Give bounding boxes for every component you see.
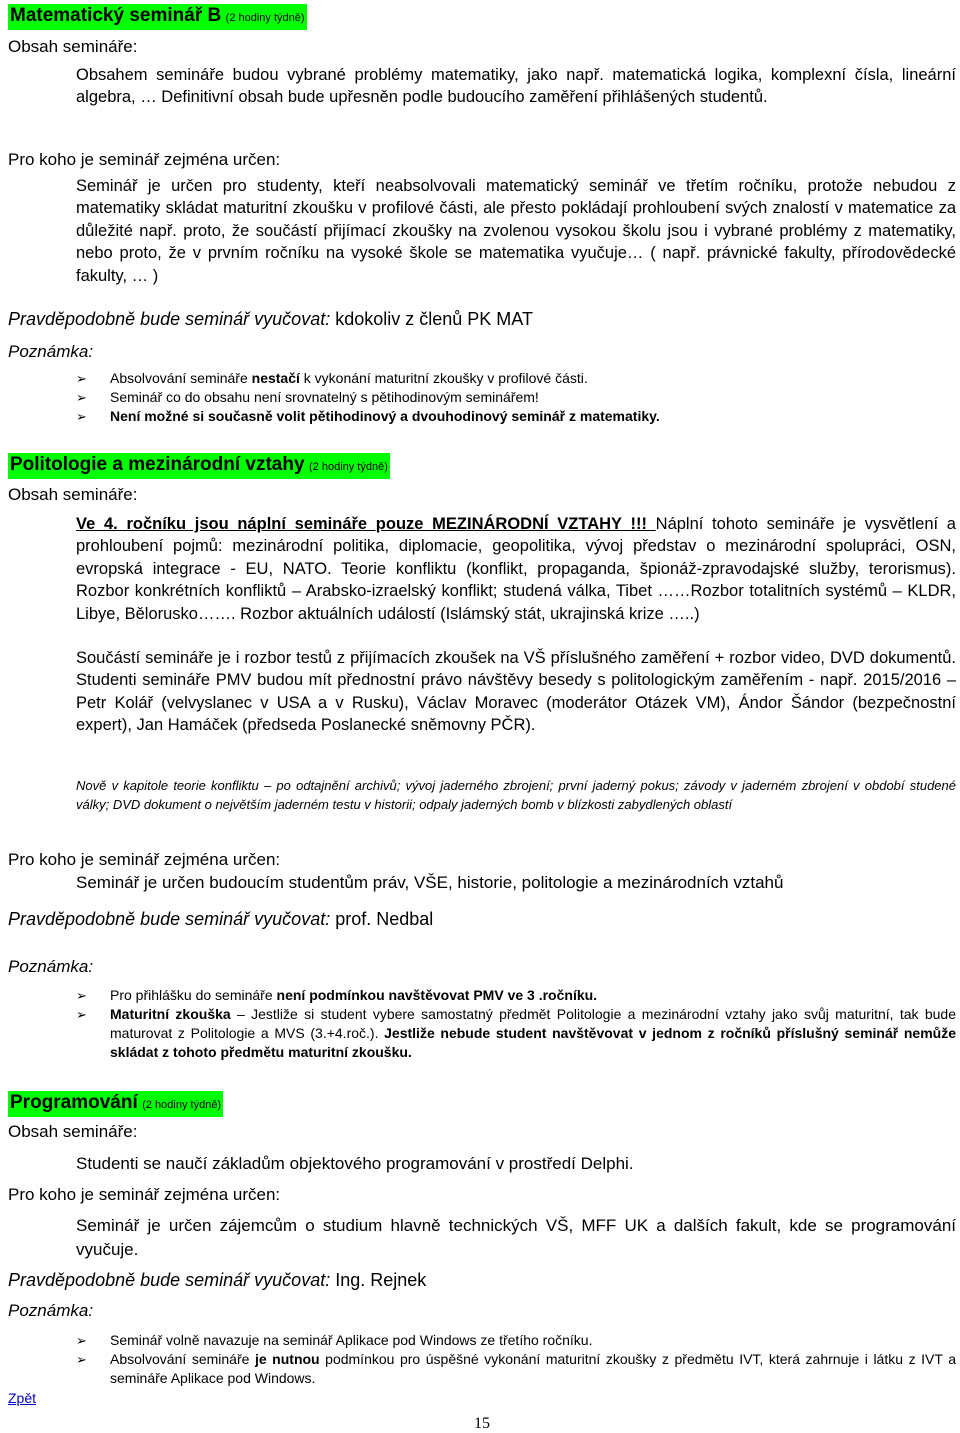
- for-whom-label: Pro koho je seminář zejména určen:: [8, 1185, 281, 1204]
- for-whom-text: Seminář je určen pro studenty, kteří neabsolvovali matematický seminář ve třetím ročníku, protože nebudou z matematiky skládat maturitní zkoušku v profilové části, ale přesto pokládají prohloubení svých znalostí v matematice za důležité např. proto, že součástí přijímací zkoušky na zvolenou vysokou školu jsou i vybrané problémy z matematiky, nebo proto, že v prvním ročníku na vysoké škole se matematika vyučuje… ( např. právnické fakulty, přírodovědecké fakulty, … ): [76, 177, 956, 285]
- teacher-label: Pravděpodobně bude seminář vyučovat:: [8, 1270, 331, 1290]
- for-whom-label: Pro koho je seminář zejména určen:: [8, 150, 281, 169]
- teacher-name: Ing. Rejnek: [335, 1270, 427, 1290]
- content-label: Obsah semináře:: [8, 485, 138, 504]
- section-heading-politology: [8, 453, 390, 479]
- arrow-bullet-icon: ➢: [76, 390, 87, 405]
- arrow-bullet-icon: ➢: [76, 409, 87, 424]
- section-title: Matematický seminář B: [10, 5, 222, 26]
- for-whom-text: Seminář je určen zájemcům o studium hlavně technických VŠ, MFF UK a dalších fakult, kde se programování vyučuje.: [76, 1216, 956, 1259]
- list-item: ➢ Absolvování semináře nestačí k vykonání maturitní zkoušky v profilové části.: [76, 370, 588, 386]
- arrow-bullet-icon: ➢: [76, 1352, 87, 1367]
- teacher-line: [8, 1270, 426, 1291]
- content-label: Obsah semináře:: [8, 1122, 138, 1141]
- teacher-line: [8, 309, 533, 330]
- arrow-bullet-icon: ➢: [76, 371, 87, 386]
- note-list: [76, 369, 956, 426]
- section-hours: (2 hodiny týdně): [142, 1099, 222, 1111]
- teacher-line: [8, 909, 433, 930]
- list-item: ➢ Absolvování semináře je nutnou podmínkou pro úspěšné vykonání maturitní zkoušky z předmětu IVT, která zahrnuje i látku z IVT a semináře Aplikace pod Windows.: [76, 1351, 956, 1386]
- note-label: Poznámka:: [8, 1301, 94, 1320]
- content-text: Obsahem semináře budou vybrané problémy matematiky, jako např. matematická logika, komplexní čísla, lineární algebra, … Definitivní obsah bude upřesněn podle budoucího zaměření přihlášených studentů.: [76, 66, 956, 107]
- for-whom-text: Seminář je určen budoucím studentům práv, VŠE, historie, politologie a mezinárodních vztahů: [76, 873, 784, 892]
- list-item: ➢ Maturitní zkouška – Jestliže si student vybere samostatný předmět Politologie a mezinárodní vztahy jako svůj maturitní, tak bude maturovat z Politologie a MVS (3.+4.roč.). Jestliže nebude student navštěvovat v jednom z ročníků příslušný seminář nemůže skládat z tohoto předmětu maturitní zkoušku.: [76, 1006, 956, 1060]
- section-hours: (2 hodiny týdně): [309, 461, 388, 473]
- arrow-bullet-icon: ➢: [76, 1333, 87, 1348]
- content-text-2: Součástí semináře je i rozbor testů z přijímacích zkoušek na VŠ příslušného zaměření + rozbor video, DVD dokumentů. Studenti semináře PMV budou mít přednostní právo návštěvy besedy s politologickým zaměřením - např. 2015/2016 – Petr Kolář (velvyslanec v USA a v Rusku), Václav Moravec (moderátor Otázek VM), Ándor Šándor (bezpečnostní expert), Jan Hamáček (předseda Poslanecké sněmovny PČR).: [76, 649, 956, 735]
- back-link[interactable]: Zpět: [8, 1390, 37, 1406]
- teacher-name: prof. Nedbal: [335, 909, 434, 929]
- for-whom-label: Pro koho je seminář zejména určen:: [8, 850, 281, 869]
- list-item: ➢ Není možné si současně volit pětihodinový a dvouhodinový seminář z matematiky.: [76, 408, 660, 424]
- teacher-name: kdokoliv z členů PK MAT: [335, 309, 533, 329]
- note-label: Poznámka:: [8, 342, 94, 361]
- section-hours: (2 hodiny týdně): [225, 12, 305, 24]
- teacher-label: Pravděpodobně bude seminář vyučovat:: [8, 909, 331, 929]
- content-label: Obsah semináře:: [8, 37, 138, 56]
- list-item: ➢ Seminář volně navazuje na seminář Aplikace pod Windows ze třetího ročníku.: [76, 1332, 593, 1348]
- section-title: Programování: [10, 1092, 138, 1113]
- arrow-bullet-icon: ➢: [76, 988, 87, 1003]
- section-title: Politologie a mezinárodní vztahy: [10, 454, 305, 475]
- new-note: Nově v kapitole teorie konfliktu – po odtajnění archivů; vývoj jaderného zbrojení; první jaderný pokus; závody v jaderném zbrojení v období studené války; DVD dokument o největším jaderném testu v historii; odpaly jaderných bomb v blízkosti zabydlených oblastí: [76, 778, 956, 812]
- content-text: Studenti se naučí základům objektového programování v prostředí Delphi.: [76, 1154, 634, 1173]
- content-text: Ve 4. ročníku jsou náplní semináře pouze MEZINÁRODNÍ VZTAHY !!! Náplní tohoto semináře je vysvětlení a prohloubení pojmů: mezinárodní politika, diplomacie, geopolitika, vývoj představ o mezinárodní spolupráci, OSN, evropská integrace - EU, NATO. Teorie konfliktu (konflikt, propaganda, špionáž-zpravodajské služby, terorismus). Rozbor konkrétních konfliktů – Arabsko-izraelský konflikt; studená válka, Tibet ……Rozbor totalitních systémů – KLDR, Libye, Bělorusko……. Rozbor aktuálních událostí (Islámský stát, ukrajinská krize …..): [76, 515, 956, 623]
- teacher-label: Pravděpodobně bude seminář vyučovat:: [8, 309, 331, 329]
- page-number: 15: [474, 1415, 490, 1432]
- arrow-bullet-icon: ➢: [76, 1007, 87, 1022]
- section-heading-math: [8, 4, 307, 30]
- note-list: [76, 1331, 956, 1388]
- note-label: Poznámka:: [8, 957, 94, 976]
- section-heading-programming: [8, 1091, 223, 1117]
- list-item: ➢ Seminář co do obsahu není srovnatelný s pětihodinovým seminářem!: [76, 389, 539, 405]
- list-item: ➢ Pro přihlášku do semináře není podmínkou navštěvovat PMV ve 3 .ročníku.: [76, 987, 598, 1003]
- note-list: [76, 986, 956, 1062]
